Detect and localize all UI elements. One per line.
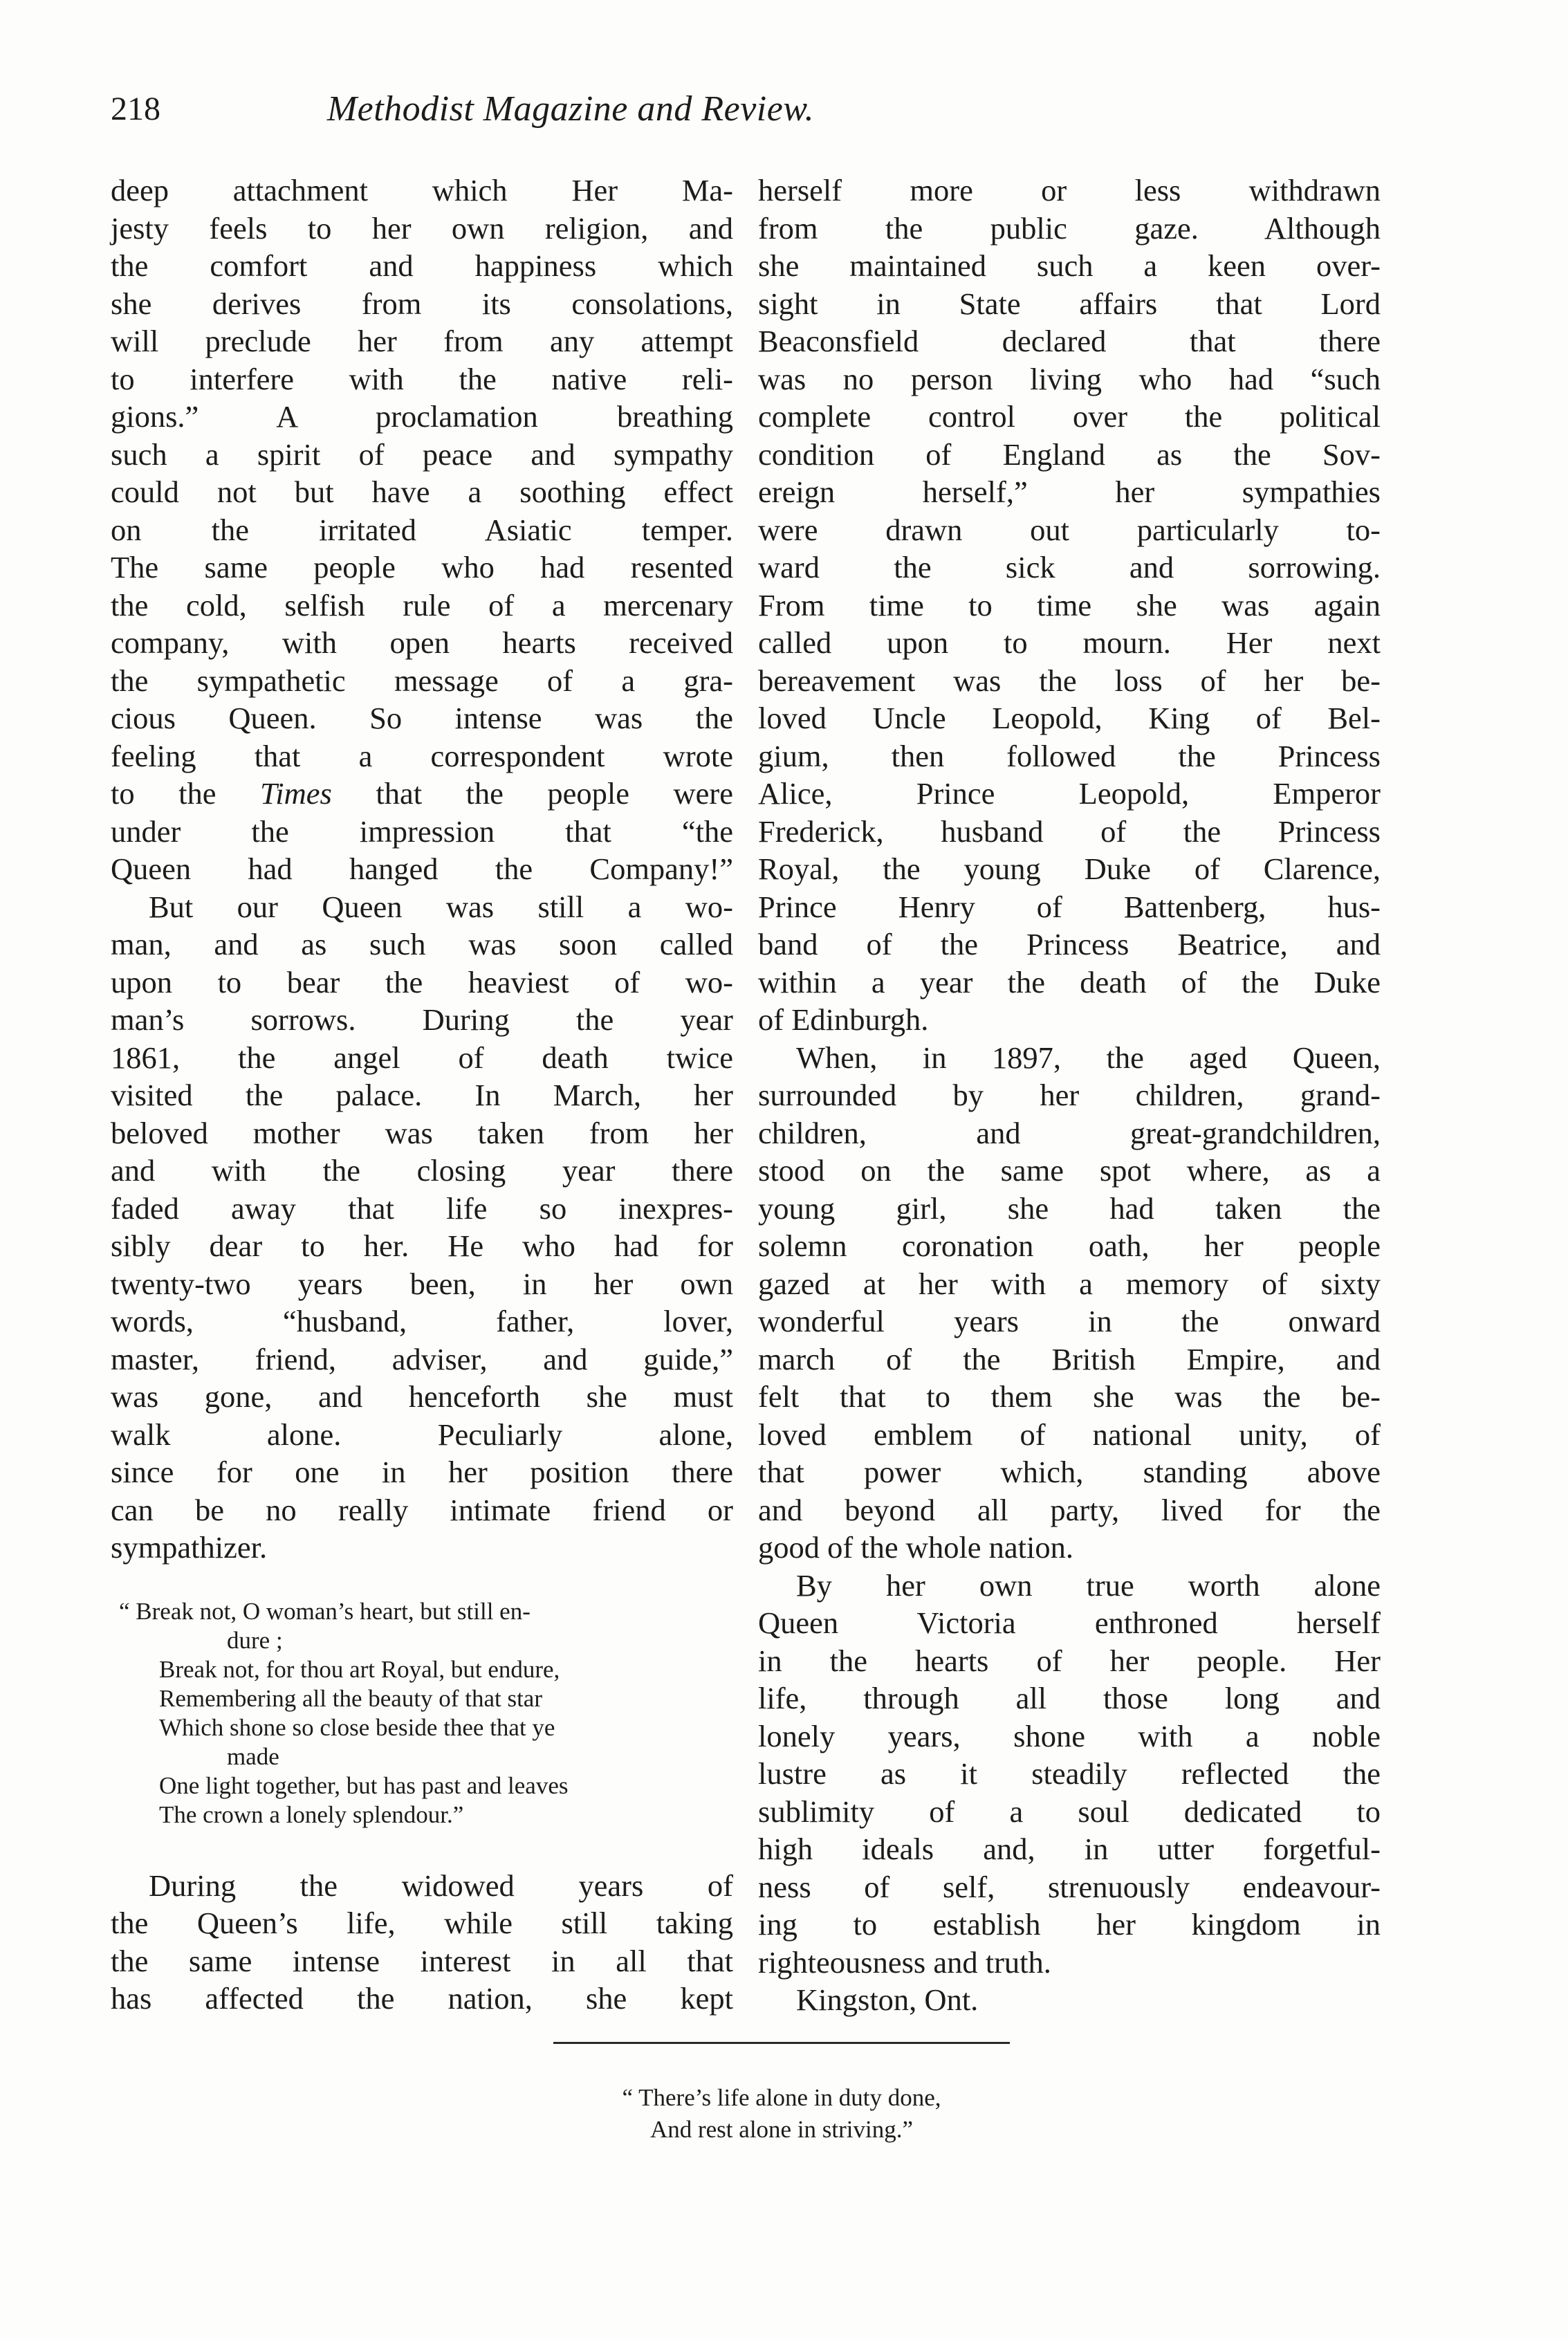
page-header [111,82,1031,137]
text-line: high ideals and, in utter forgetful- [758,1832,1381,1866]
text-line: within a year the death of the Duke [758,964,1381,999]
text-line-times [111,775,733,813]
text-line: will preclude her from any attempt [111,324,733,358]
text-line: master, friend, adviser, and guide,” [111,1341,733,1376]
text-line: was no person living who had “such [758,361,1381,396]
section-divider [553,2042,1010,2044]
text-line: Queen had hanged the Company!” [111,851,733,886]
times-title: Times [259,776,332,811]
epigraph-line: “ There’s life alone in duty done, [622,2084,941,2111]
text-line: ward the sick and sorrowing. [758,550,1381,584]
poem-line: Remembering all the beauty of that star [159,1684,542,1712]
text-line: was gone, and henceforth she must [111,1379,733,1414]
text-line: bereavement was the loss of her be- [758,663,1381,698]
text-line: the comfort and happiness which [111,248,733,283]
text-line: sight in State affairs that Lord [758,286,1381,321]
text-line: sympathizer. [111,1530,268,1565]
text-line: walk alone. Peculiarly alone, [111,1417,733,1452]
text-line: sublimity of a soul dedicated to [758,1794,1381,1829]
text-line: righteousness and truth. [758,1944,1051,1980]
running-title: Methodist Magazine and Review. [326,89,815,129]
closing-paragraph [111,1867,733,2018]
text-line: lonely years, shone with a noble [758,1718,1381,1753]
text-line: visited the palace. In March, her [111,1078,733,1112]
times-line-text: to the Times that the people were [111,776,733,811]
text-line: Frederick, husband of the Princess [758,813,1381,849]
text-line: loved emblem of national unity, of [758,1417,1381,1452]
poem-line: Break not, for thou art Royal, but endure, [159,1655,560,1683]
text-line: Prince Henry of Battenberg, hus- [758,889,1381,924]
poem-line: The crown a lonely splendour.” [159,1800,464,1828]
right-column [758,172,1381,2019]
text-line: feeling that a correspondent wrote [111,738,733,773]
text-line: gium, then followed the Princess [758,738,1381,773]
text-line: could not but have a soothing effect [111,475,733,509]
text-line: condition of England as the Sov- [758,436,1381,472]
text-line: During the widowed years of [149,1868,733,1903]
text-line: sibly dear to her. He who had for [111,1228,733,1263]
text-line: 1861, the angel of death twice [111,1040,733,1075]
text-line: life, through all those long and [758,1681,1381,1715]
left-column [111,172,733,2018]
text-line: wonderful years in the onward [758,1304,1381,1338]
text-line: children, and great-grandchildren, [758,1115,1381,1150]
text-line: man, and as such was soon called [111,927,733,961]
text-line: such a spirit of peace and sympathy [111,436,733,472]
text-line: she derives from its consolations, [111,286,733,321]
page-number: 218 [111,91,160,127]
text-line: of Edinburgh. [758,1002,929,1037]
text-line: beloved mother was taken from her [111,1115,733,1150]
text-line: to interfere with the native reli- [111,361,733,396]
text-line: gazed at her with a memory of sixty [758,1266,1381,1301]
text-line: Alice, Prince Leopold, Emperor [758,776,1381,811]
text-line: from the public gaze. Although [758,210,1381,246]
text-line: good of the whole nation. [758,1530,1074,1565]
text-line: the Queen’s life, while still taking [111,1906,733,1940]
page-edge-binding [1513,0,1549,2340]
signoff-location: Kingston, Ont. [796,1982,979,2017]
text-line: the same intense interest in all that [111,1943,733,1978]
text-line: on the irritated Asiatic temper. [111,512,733,547]
text-line: young girl, she had taken the [758,1190,1381,1226]
epigraph-line: And rest alone in striving.” [649,2116,914,2143]
text-line: jesty feels to her own religion, and [111,210,733,246]
text-line: ness of self, strenuously endeavour- [758,1869,1381,1904]
text-line: From time to time she was again [758,587,1381,623]
poem-quote [111,1597,733,1830]
text-line: When, in 1897, the aged Queen, [796,1040,1381,1075]
text-line: But our Queen was still a wo- [149,889,733,924]
text-line: cious Queen. So intense was the [111,701,733,735]
text-line: solemn coronation oath, her people [758,1228,1381,1263]
text-line: The same people who had resented [111,550,733,584]
text-line: march of the British Empire, and [758,1341,1381,1376]
text-line: she maintained such a keen over- [758,248,1381,283]
text-line: Beaconsfield declared that there [758,324,1381,358]
text-line: complete control over the political [758,399,1381,434]
text-line: surrounded by her children, grand- [758,1078,1381,1112]
text-line: By her own true worth alone [796,1567,1381,1603]
text-line: can be no really intimate friend or [111,1492,733,1527]
text-line: stood on the same spot where, as a [758,1153,1381,1188]
poem-line: “ Break not, O woman’s heart, but still en- [119,1597,531,1625]
text-line: ereign herself,” her sympathies [758,475,1381,509]
text-line: faded away that life so inexpres- [111,1190,733,1226]
poem-line: made [227,1742,279,1770]
text-line: words, “husband, father, lover, [111,1304,733,1338]
text-line: called upon to mourn. Her next [758,625,1381,660]
poem-line: dure ; [227,1626,283,1654]
poem-line: Which shone so close beside thee that ye [159,1713,555,1741]
text-line: that power which, standing above [758,1455,1381,1489]
text-line: the sympathetic message of a gra- [111,663,733,698]
text-line: and with the closing year there [111,1153,733,1188]
text-line: Queen Victoria enthroned herself [758,1605,1381,1640]
text-line: ing to establish her kingdom in [758,1907,1381,1942]
text-line: deep attachment which Her Ma- [111,173,733,208]
text-line: under the impression that “the [111,813,733,849]
text-line: herself more or less withdrawn [758,173,1381,208]
text-line: band of the Princess Beatrice, and [758,927,1381,961]
text-line: gions.” A proclamation breathing [111,399,733,434]
poem-line: One light together, but has past and leaves [159,1771,569,1799]
text-line: lustre as it steadily reflected the [758,1756,1381,1791]
text-line: in the hearts of her people. Her [758,1643,1381,1678]
text-line: Royal, the young Duke of Clarence, [758,851,1381,886]
text-line: were drawn out particularly to- [758,512,1381,547]
closing-epigraph [387,2082,1176,2146]
text-line: and beyond all party, lived for the [758,1492,1381,1527]
text-line: upon to bear the heaviest of wo- [111,964,733,999]
text-line: man’s sorrows. During the year [111,1002,733,1037]
text-line: has affected the nation, she kept [111,1981,733,2016]
text-line: since for one in her position there [111,1455,733,1489]
text-line: loved Uncle Leopold, King of Bel- [758,701,1381,735]
text-line: felt that to them she was the be- [758,1379,1381,1414]
text-line: the cold, selfish rule of a mercenary [111,587,733,623]
text-line: twenty-two years been, in her own [111,1266,733,1301]
text-line: company, with open hearts received [111,625,733,660]
